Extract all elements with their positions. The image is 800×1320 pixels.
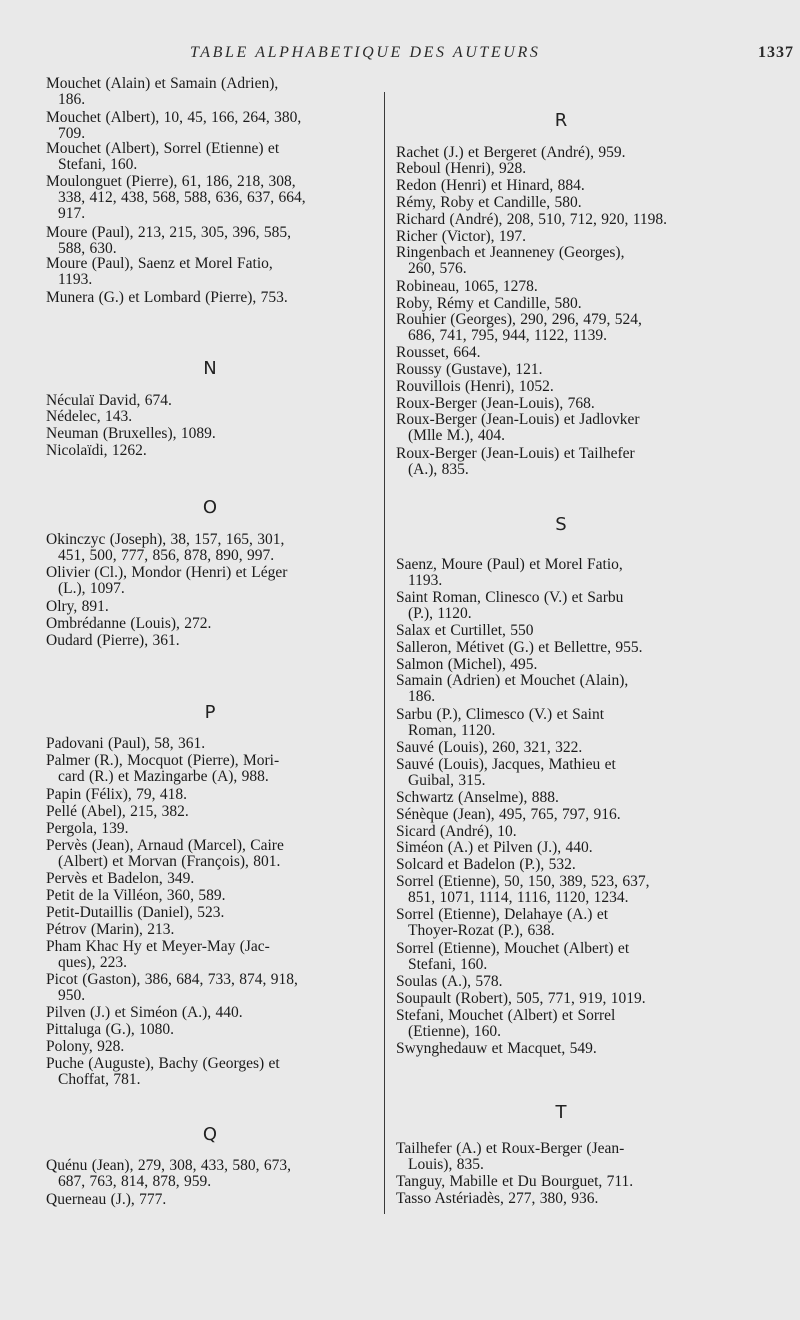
entry-continuation: 186. (58, 91, 86, 108)
index-entry (46, 76, 374, 108)
index-entry (396, 590, 726, 622)
entry-line: Saenz, Moure (Paul) et Morel Fatio, (396, 556, 623, 573)
index-entry (46, 736, 374, 752)
entry-continuation: 917. (58, 205, 86, 222)
index-entry (396, 807, 726, 823)
entry-continuation: Stefani, 160. (58, 156, 138, 173)
entry-line: Rouvillois (Henri), 1052. (396, 378, 554, 395)
entry-line: Pittaluga (G.), 1080. (46, 1021, 174, 1038)
entry-line: Mouchet (Alain) et Samain (Adrien), (46, 75, 279, 92)
index-entry (396, 229, 726, 245)
index-entry (396, 874, 726, 906)
entry-line: Mouchet (Albert), 10, 45, 166, 264, 380, (46, 109, 302, 126)
entry-line: Pétrov (Marin), 213. (46, 921, 175, 938)
index-entry (396, 974, 726, 990)
entry-line: Roby, Rémy et Candille, 580. (396, 295, 582, 312)
index-entry (46, 972, 374, 1004)
entry-line: Petit-Dutaillis (Daniel), 523. (46, 904, 225, 921)
entry-line: Samain (Adrien) et Mouchet (Alain), (396, 672, 629, 689)
entry-continuation: 851, 1071, 1114, 1116, 1120, 1234. (408, 889, 629, 906)
entry-continuation: Guibal, 315. (408, 772, 486, 789)
index-entry (396, 195, 726, 211)
entry-continuation: Thoyer-Rozat (P.), 638. (408, 922, 555, 939)
index-entry (396, 296, 726, 312)
entry-line: Palmer (R.), Mocquot (Pierre), Mori- (46, 752, 280, 769)
entry-line: Petit de la Villéon, 360, 589. (46, 887, 226, 904)
index-entry (396, 279, 726, 295)
entry-line: Salmon (Michel), 495. (396, 656, 538, 673)
entry-continuation: 451, 500, 777, 856, 878, 890, 997. (58, 547, 275, 564)
entry-continuation: Louis), 835. (408, 1156, 484, 1173)
index-entry (46, 599, 374, 615)
entry-continuation: 1193. (408, 572, 443, 589)
entry-continuation: Stefani, 160. (408, 956, 488, 973)
entry-continuation: 686, 741, 795, 944, 1122, 1139. (408, 327, 607, 344)
entry-line: Sauvé (Louis), 260, 321, 322. (396, 739, 583, 756)
index-entry (396, 857, 726, 873)
index-entry (46, 787, 374, 803)
entry-continuation: Roman, 1120. (408, 722, 496, 739)
entry-continuation: (Etienne), 160. (408, 1023, 502, 1040)
index-entry (396, 1191, 726, 1207)
entry-line: Papin (Félix), 79, 418. (46, 786, 187, 803)
index-entry (46, 1192, 374, 1208)
index-entry (396, 379, 726, 395)
entry-line: Sénèque (Jean), 495, 765, 797, 916. (396, 806, 621, 823)
index-entry (46, 922, 374, 938)
entry-line: Okinczyc (Joseph), 38, 157, 165, 301, (46, 531, 285, 548)
entry-line: Ombrédanne (Louis), 272. (46, 615, 212, 632)
index-entry (396, 840, 726, 856)
entry-line: Olry, 891. (46, 598, 109, 615)
index-entry (46, 532, 374, 564)
index-entry (396, 907, 726, 939)
entry-line: Pham Khac Hy et Meyer-May (Jac- (46, 938, 270, 955)
entry-continuation: ques), 223. (58, 954, 127, 971)
index-entry (46, 1039, 374, 1055)
index-entry (46, 1158, 374, 1190)
entry-continuation: (Albert) et Morvan (François), 801. (58, 853, 281, 870)
index-entry (46, 633, 374, 649)
entry-line: Richard (André), 208, 510, 712, 920, 1198. (396, 211, 668, 228)
entry-continuation: 687, 763, 814, 878, 959. (58, 1173, 212, 1190)
entry-line: Polony, 928. (46, 1038, 125, 1055)
index-entry (396, 161, 726, 177)
index-entry (46, 443, 374, 459)
entry-line: Moure (Paul), Saenz et Morel Fatio, (46, 255, 273, 272)
index-entry (46, 1056, 374, 1088)
entry-line: Roux-Berger (Jean-Louis) et Jadlovker (396, 411, 640, 428)
entry-line: Tanguy, Mabille et Du Bourguet, 711. (396, 1173, 634, 1190)
entry-line: Roux-Berger (Jean-Louis) et Tailhefer (396, 445, 635, 462)
index-entry (46, 939, 374, 971)
entry-line: Salleron, Métivet (G.) et Bellettre, 955. (396, 639, 643, 656)
entry-line: Pellé (Abel), 215, 382. (46, 803, 189, 820)
entry-line: Roux-Berger (Jean-Louis), 768. (396, 395, 595, 412)
entry-line: Rémy, Roby et Candille, 580. (396, 194, 582, 211)
section-letter: R (554, 110, 568, 131)
entry-line: Robineau, 1065, 1278. (396, 278, 538, 295)
entry-line: Ringenbach et Jeanneney (Georges), (396, 244, 625, 261)
entry-line: Sorrel (Etienne), Delahaye (A.) et (396, 906, 609, 923)
index-entry (396, 941, 726, 973)
index-entry (396, 623, 726, 639)
index-entry (46, 753, 374, 785)
entry-continuation: 1193. (58, 271, 93, 288)
index-entry (46, 141, 374, 173)
index-entry (46, 1005, 374, 1021)
entry-line: Nicolaïdi, 1262. (46, 442, 147, 459)
entry-continuation: (A.), 835. (408, 461, 469, 478)
index-entry (46, 426, 374, 442)
index-entry (46, 905, 374, 921)
entry-continuation: 588, 630. (58, 240, 117, 257)
index-entry (396, 757, 726, 789)
entry-continuation: 338, 412, 438, 568, 588, 636, 637, 664, (58, 189, 306, 206)
entry-continuation: (L.), 1097. (58, 580, 125, 597)
index-entry (46, 821, 374, 837)
entry-line: Tasso Astériadès, 277, 380, 936. (396, 1190, 599, 1207)
entry-line: Rouhier (Georges), 290, 296, 479, 524, (396, 311, 642, 328)
index-entry (396, 396, 726, 412)
entry-line: Sauvé (Louis), Jacques, Mathieu et (396, 756, 616, 773)
index-entry (396, 1174, 726, 1190)
index-entry (46, 838, 374, 870)
entry-line: Sicard (André), 10. (396, 823, 517, 840)
entry-line: Soulas (A.), 578. (396, 973, 503, 990)
section-letter: Q (202, 1124, 218, 1145)
entry-continuation: 950. (58, 987, 86, 1004)
entry-line: Neuman (Bruxelles), 1089. (46, 425, 216, 442)
entry-line: Pervès et Badelon, 349. (46, 870, 195, 887)
index-entry (46, 393, 374, 409)
entry-line: Siméon (A.) et Pilven (J.), 440. (396, 839, 593, 856)
entry-line: Pilven (J.) et Siméon (A.), 440. (46, 1004, 243, 1021)
entry-line: Schwartz (Anselme), 888. (396, 789, 559, 806)
entry-line: Rousset, 664. (396, 344, 481, 361)
index-entry (46, 1022, 374, 1038)
entry-line: Pergola, 139. (46, 820, 129, 837)
index-entry (396, 740, 726, 756)
index-entry (46, 565, 374, 597)
index-entry (46, 290, 374, 306)
entry-line: Tailhefer (A.) et Roux-Berger (Jean- (396, 1140, 625, 1157)
index-entry (396, 790, 726, 806)
index-entry (46, 616, 374, 632)
index-entry (396, 1141, 726, 1173)
entry-continuation: (Mlle M.), 404. (408, 427, 506, 444)
index-entry (46, 110, 374, 142)
index-entry (396, 1008, 726, 1040)
entry-line: Solcard et Badelon (P.), 532. (396, 856, 576, 873)
index-entry (396, 145, 726, 161)
entry-line: Néculaï David, 674. (46, 392, 172, 409)
entry-line: Stefani, Mouchet (Albert) et Sorrel (396, 1007, 616, 1024)
entry-continuation: 186. (408, 688, 436, 705)
section-letter: T (555, 1102, 567, 1123)
entry-line: Moulonguet (Pierre), 61, 186, 218, 308, (46, 173, 296, 190)
index-entry (396, 640, 726, 656)
entry-line: Munera (G.) et Lombard (Pierre), 753. (46, 289, 288, 306)
index-entry (396, 345, 726, 361)
index-entry (46, 888, 374, 904)
entry-line: Pervès (Jean), Arnaud (Marcel), Caire (46, 837, 284, 854)
section-letter: S (555, 514, 567, 535)
entry-line: Rachet (J.) et Bergeret (André), 959. (396, 144, 626, 161)
index-entry (396, 991, 726, 1007)
index-entry (396, 824, 726, 840)
entry-line: Quénu (Jean), 279, 308, 433, 580, 673, (46, 1157, 291, 1174)
entry-line: Roussy (Gustave), 121. (396, 361, 543, 378)
index-entry (46, 871, 374, 887)
section-letter: P (204, 702, 216, 723)
entry-continuation: card (R.) et Mazingarbe (A), 988. (58, 768, 269, 785)
index-entry (396, 245, 726, 277)
entry-line: Reboul (Henri), 928. (396, 160, 527, 177)
index-entry (396, 412, 726, 444)
index-entry (396, 312, 726, 344)
index-entry (46, 256, 374, 288)
running-header: TABLE ALPHABETIQUE DES AUTEURS (190, 44, 541, 61)
index-entry (46, 174, 374, 222)
entry-line: Sarbu (P.), Climesco (V.) et Saint (396, 706, 605, 723)
index-entry (46, 409, 374, 425)
entry-line: Richer (Victor), 197. (396, 228, 527, 245)
index-entry (396, 707, 726, 739)
index-entry (396, 673, 726, 705)
index-entry (396, 657, 726, 673)
section-letter: O (202, 497, 218, 518)
entry-continuation: 260, 576. (408, 260, 467, 277)
entry-line: Puche (Auguste), Bachy (Georges) et (46, 1055, 280, 1072)
entry-line: Salax et Curtillet, 550 (396, 622, 534, 639)
index-entry (46, 804, 374, 820)
entry-line: Swynghedauw et Macquet, 549. (396, 1040, 597, 1057)
entry-line: Picot (Gaston), 386, 684, 733, 874, 918, (46, 971, 298, 988)
entry-line: Saint Roman, Clinesco (V.) et Sarbu (396, 589, 624, 606)
page-number: 1337 (758, 44, 794, 61)
entry-line: Sorrel (Etienne), 50, 150, 389, 523, 637, (396, 873, 650, 890)
entry-continuation: 709. (58, 125, 86, 142)
entry-continuation: (P.), 1120. (408, 605, 472, 622)
index-entry (396, 362, 726, 378)
entry-line: Mouchet (Albert), Sorrel (Etienne) et (46, 140, 280, 157)
entry-line: Olivier (Cl.), Mondor (Henri) et Léger (46, 564, 288, 581)
column-divider (384, 92, 385, 1214)
entry-line: Oudard (Pierre), 361. (46, 632, 180, 649)
index-entry (46, 225, 374, 257)
index-entry (396, 446, 726, 478)
section-letter: N (203, 358, 217, 379)
entry-line: Padovani (Paul), 58, 361. (46, 735, 206, 752)
entry-line: Nédelec, 143. (46, 408, 133, 425)
entry-line: Sorrel (Etienne), Mouchet (Albert) et (396, 940, 630, 957)
index-entry (396, 1041, 726, 1057)
entry-line: Querneau (J.), 777. (46, 1191, 167, 1208)
index-entry (396, 178, 726, 194)
entry-line: Moure (Paul), 213, 215, 305, 396, 585, (46, 224, 291, 241)
index-entry (396, 212, 726, 228)
index-entry (396, 557, 726, 589)
entry-continuation: Choffat, 781. (58, 1071, 141, 1088)
entry-line: Soupault (Robert), 505, 771, 919, 1019. (396, 990, 646, 1007)
entry-line: Redon (Henri) et Hinard, 884. (396, 177, 585, 194)
